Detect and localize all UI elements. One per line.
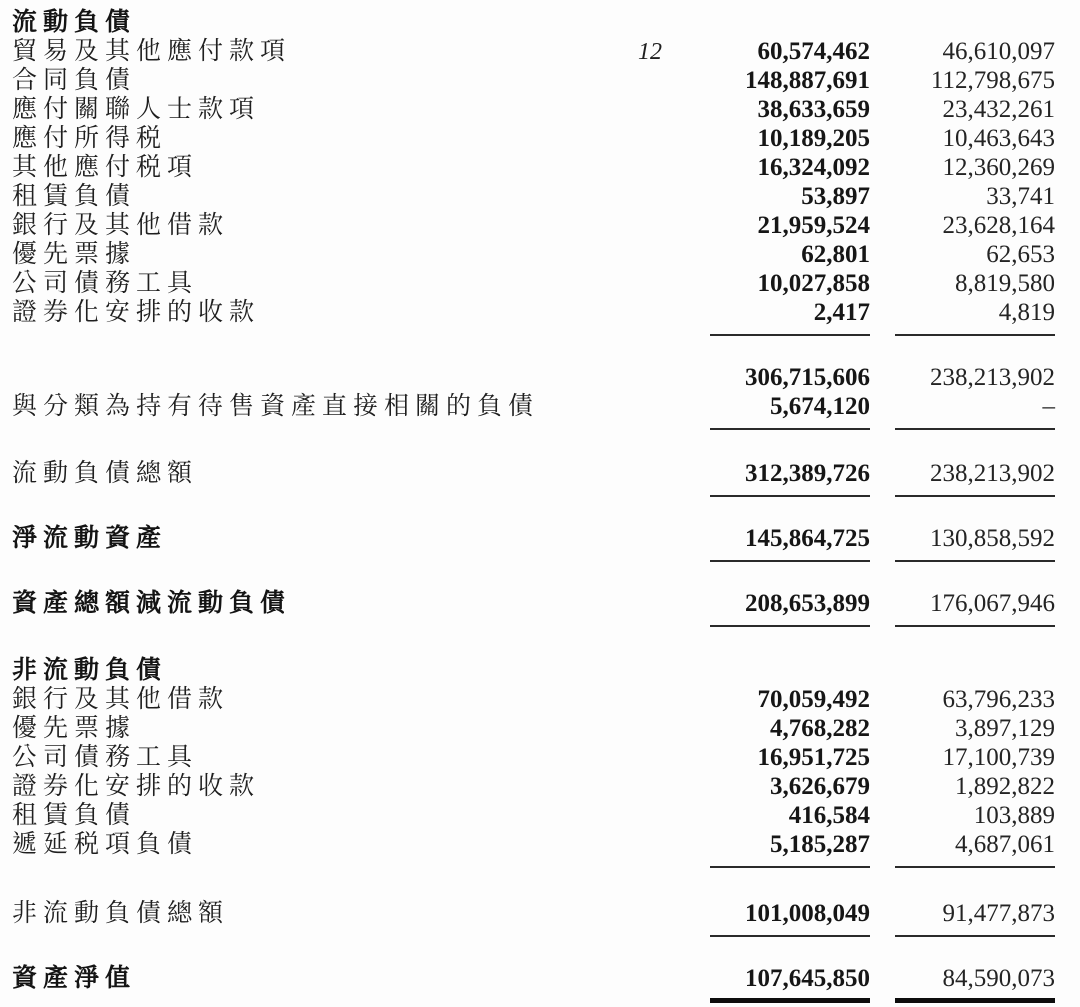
row-label: 公司債務工具 xyxy=(12,270,199,297)
row-value-current: 16,324,092 xyxy=(757,154,870,181)
row-value-current: 53,897 xyxy=(801,183,870,210)
row-label: 淨流動資產 xyxy=(12,525,168,552)
table-row xyxy=(12,37,1055,66)
row-label: 流動負債總額 xyxy=(12,460,199,487)
row-label: 銀行及其他借款 xyxy=(12,686,230,713)
row-label: 應付所得税 xyxy=(12,125,168,152)
total-assets-less-current-liabilities-row xyxy=(12,589,1055,618)
column-rule xyxy=(12,618,1055,632)
row-label: 證券化安排的收款 xyxy=(12,299,261,326)
row-value-current: 5,674,120 xyxy=(770,393,870,420)
net-current-assets-row xyxy=(12,524,1055,553)
section-header-current-liabilities xyxy=(12,8,1055,37)
row-value-current: 101,008,049 xyxy=(745,900,870,927)
row-value-current: 306,715,606 xyxy=(745,364,870,391)
row-value-prior: 62,653 xyxy=(986,241,1055,268)
row-value-current: 416,584 xyxy=(788,802,870,829)
column-rule xyxy=(12,327,1055,341)
row-value-prior: 46,610,097 xyxy=(942,38,1055,65)
row-value-current: 5,185,287 xyxy=(770,831,870,858)
row-value-prior: 112,798,675 xyxy=(930,67,1055,94)
rule-current-column xyxy=(710,866,870,868)
row-value-current: 10,027,858 xyxy=(757,270,870,297)
row-value-prior: 10,463,643 xyxy=(942,125,1055,152)
row-value-prior: 103,889 xyxy=(973,802,1055,829)
row-value-prior: 33,741 xyxy=(986,183,1055,210)
table-row xyxy=(12,714,1055,743)
table-row xyxy=(12,211,1055,240)
row-label: 資產淨值 xyxy=(12,965,137,992)
row-label: 銀行及其他借款 xyxy=(12,212,230,239)
table-row xyxy=(12,685,1055,714)
row-value-prior: 23,628,164 xyxy=(942,212,1055,239)
row-value-prior: 176,067,946 xyxy=(930,590,1055,617)
table-row xyxy=(12,153,1055,182)
row-value-current: 60,574,462 xyxy=(757,38,870,65)
table-row xyxy=(12,830,1055,859)
table-row xyxy=(12,182,1055,211)
row-value-prior: 63,796,233 xyxy=(942,686,1055,713)
row-value-current: 62,801 xyxy=(801,241,870,268)
row-value-current: 2,417 xyxy=(813,299,870,326)
row-label: 應付關聯人士款項 xyxy=(12,96,261,123)
row-label: 貿易及其他應付款項 xyxy=(12,38,292,65)
row-value-prior: 4,819 xyxy=(998,299,1055,326)
row-value-current: 10,189,205 xyxy=(757,125,870,152)
rule-prior-column xyxy=(895,998,1055,1003)
row-value-current: 16,951,725 xyxy=(757,744,870,771)
row-value-current: 148,887,691 xyxy=(745,67,870,94)
row-label: 優先票據 xyxy=(12,715,137,742)
table-row xyxy=(12,801,1055,830)
rule-current-column xyxy=(710,560,870,562)
row-label: 公司債務工具 xyxy=(12,744,199,771)
rule-prior-column xyxy=(895,428,1055,430)
row-value-prior: 238,213,902 xyxy=(930,460,1055,487)
row-label: 合同負債 xyxy=(12,67,137,94)
row-value-prior: 12,360,269 xyxy=(942,154,1055,181)
net-assets-row xyxy=(12,964,1055,993)
row-label: 與分類為持有待售資產直接相關的負債 xyxy=(12,393,540,420)
row-value-prior: 238,213,902 xyxy=(930,364,1055,391)
table-row xyxy=(12,124,1055,153)
column-rule xyxy=(12,421,1055,435)
grand-total-rule xyxy=(12,993,1055,1007)
rule-prior-column xyxy=(895,334,1055,336)
row-note: 12 xyxy=(638,39,662,65)
row-value-current: 208,653,899 xyxy=(745,590,870,617)
row-label: 優先票據 xyxy=(12,241,137,268)
table-row xyxy=(12,743,1055,772)
rule-current-column xyxy=(710,428,870,430)
rule-prior-column xyxy=(895,935,1055,937)
section-title: 非流動負債 xyxy=(12,657,168,684)
row-value-current: 70,059,492 xyxy=(757,686,870,713)
table-row xyxy=(12,298,1055,327)
table-row xyxy=(12,95,1055,124)
row-value-current: 3,626,679 xyxy=(770,773,870,800)
row-value-current: 312,389,726 xyxy=(745,460,870,487)
row-value-prior: 84,590,073 xyxy=(942,965,1055,992)
row-value-prior: 3,897,129 xyxy=(955,715,1055,742)
row-label: 租賃負債 xyxy=(12,183,137,210)
total-non-current-liabilities-row xyxy=(12,899,1055,928)
row-value-prior: 91,477,873 xyxy=(942,900,1055,927)
row-value-current: 107,645,850 xyxy=(745,965,870,992)
row-label: 其他應付税項 xyxy=(12,154,199,181)
section-title: 流動負債 xyxy=(12,9,137,36)
row-label: 證券化安排的收款 xyxy=(12,773,261,800)
row-value-current: 38,633,659 xyxy=(757,96,870,123)
row-value-prior: – xyxy=(1042,393,1055,420)
row-value-prior: 17,100,739 xyxy=(942,744,1055,771)
row-label: 資產總額減流動負債 xyxy=(12,590,292,617)
section-header-non-current-liabilities xyxy=(12,656,1055,685)
rule-prior-column xyxy=(895,625,1055,627)
table-row xyxy=(12,240,1055,269)
row-value-prior: 8,819,580 xyxy=(955,270,1055,297)
column-rule xyxy=(12,488,1055,502)
column-rule xyxy=(12,928,1055,942)
subtotal-row xyxy=(12,363,1055,392)
table-row xyxy=(12,269,1055,298)
row-label: 租賃負債 xyxy=(12,802,137,829)
row-value-prior: 4,687,061 xyxy=(955,831,1055,858)
row-label: 遞延税項負債 xyxy=(12,831,199,858)
row-value-prior: 130,858,592 xyxy=(930,525,1055,552)
row-value-prior: 1,892,822 xyxy=(955,773,1055,800)
rule-prior-column xyxy=(895,866,1055,868)
row-label: 非流動負債總額 xyxy=(12,900,230,927)
column-rule xyxy=(12,859,1055,873)
total-current-liabilities-row xyxy=(12,459,1055,488)
column-rule xyxy=(12,553,1055,567)
row-value-prior: 23,432,261 xyxy=(942,96,1055,123)
rule-current-column xyxy=(710,625,870,627)
rule-prior-column xyxy=(895,560,1055,562)
table-row xyxy=(12,392,1055,421)
rule-current-column xyxy=(710,495,870,497)
rule-prior-column xyxy=(895,495,1055,497)
table-row xyxy=(12,66,1055,95)
rule-current-column xyxy=(710,334,870,336)
rule-current-column xyxy=(710,935,870,937)
row-value-current: 145,864,725 xyxy=(745,525,870,552)
row-value-current: 4,768,282 xyxy=(770,715,870,742)
rule-current-column xyxy=(710,998,870,1003)
row-value-current: 21,959,524 xyxy=(757,212,870,239)
table-row xyxy=(12,772,1055,801)
